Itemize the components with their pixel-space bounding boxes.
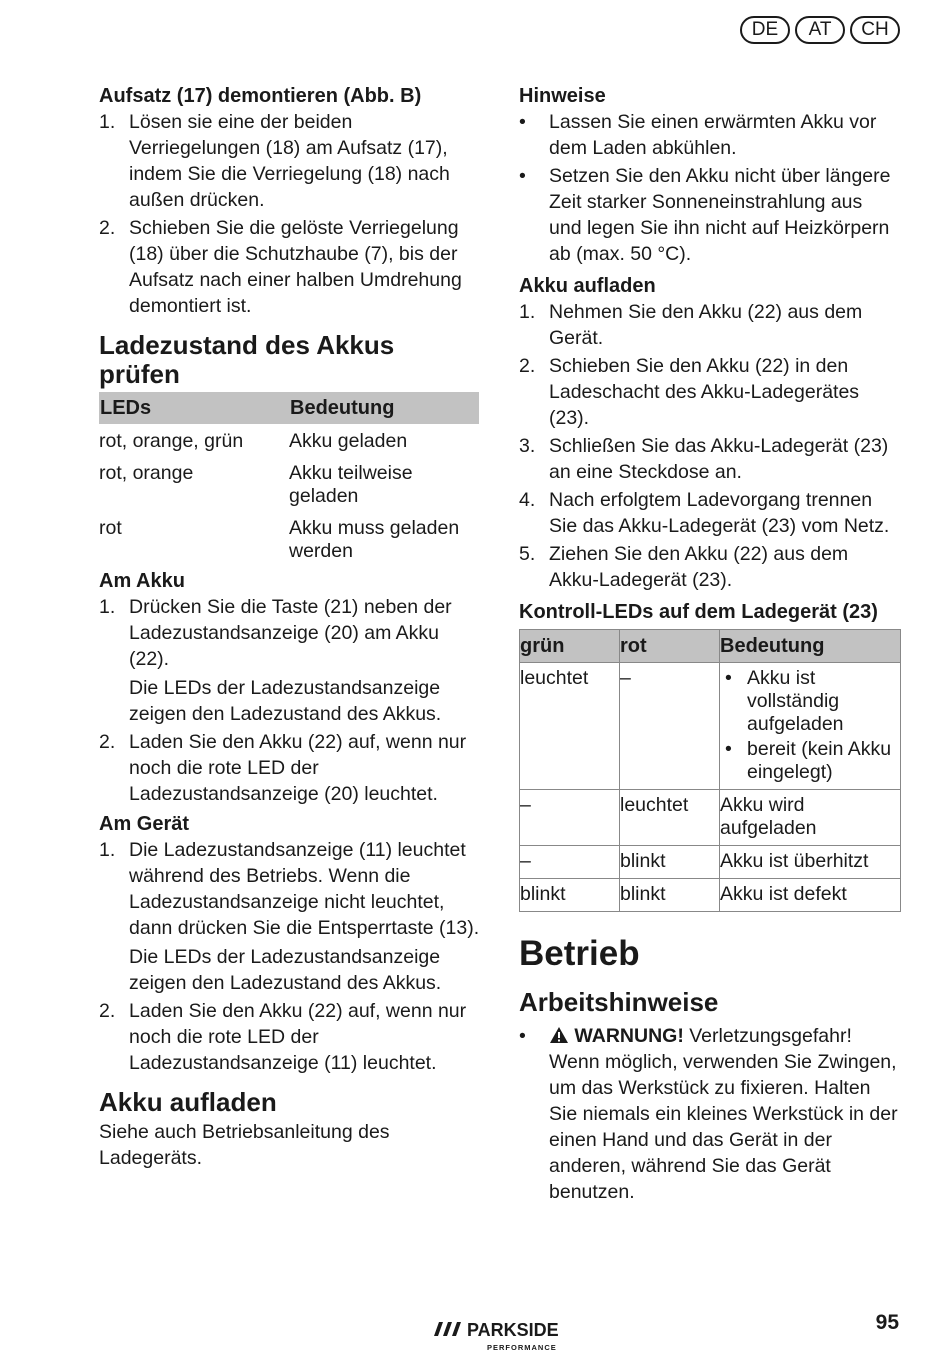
table-cell: – <box>620 663 720 790</box>
table-header: rot <box>620 630 720 663</box>
brand-subtitle: PERFORMANCE <box>487 1343 557 1352</box>
am-akku-heading: Am Akku <box>99 570 185 592</box>
table-header: LEDs <box>99 392 289 424</box>
language-badges <box>740 16 900 44</box>
led-meaning-table <box>99 392 479 566</box>
list-item: 2. Laden Sie den Akku (22) auf, wenn nur noch die rote LED der Ladezustandsanzeige (20) leuchtet. <box>99 731 467 805</box>
table-cell <box>720 663 901 790</box>
table-header-row <box>520 630 901 663</box>
list-item: 2. Laden Sie den Akku (22) auf, wenn nur noch die rote LED der Ladezustandsanzeige (11) leuchtet. <box>99 1000 467 1074</box>
table-row <box>520 846 901 879</box>
table-cell: leuchtet <box>620 790 720 846</box>
table-header-row <box>99 392 479 424</box>
hints-list <box>519 109 900 267</box>
table-cell: rot, orange, grün <box>99 430 244 452</box>
operation-heading: Betrieb <box>519 934 640 973</box>
table-row <box>520 663 901 790</box>
am-akku-steps <box>99 594 481 807</box>
control-leds-table <box>519 629 901 912</box>
remove-attachment-heading: Aufsatz (17) demontieren (Abb. B) <box>99 85 422 107</box>
remove-attachment-steps <box>99 109 481 319</box>
warning-list <box>519 1023 900 1205</box>
table-cell: blinkt <box>620 846 720 879</box>
table-cell: blinkt <box>620 879 720 912</box>
table-cell: rot <box>99 517 122 539</box>
table-cell: Akku muss geladen werden <box>289 517 460 562</box>
list-item: • WARNUNG! Verletzungsgefahr! Wenn möglich, verwenden Sie Zwingen, um das Werkstück zu fixieren. Halten Sie niemals ein kleines Werkstück in der einen Hand und das Gerät in der anderen, während Sie das Gerät benutzen. <box>519 1025 898 1203</box>
warning-text: Verletzungsgefahr! Wenn möglich, verwenden Sie Zwingen, um das Werkstück zu fixieren. Halten Sie niemals ein kleines Werkstück in der einen Hand und das Gerät in der anderen, während Sie das Gerät benutzen. <box>549 1025 898 1203</box>
table-row <box>520 790 901 846</box>
table-cell: Akku geladen <box>289 430 408 452</box>
list-item: 1. Die Ladezustandsanzeige (11) leuchtet während des Betriebs. Wenn die Ladezustandsanzeige nicht leuchtet, dann drücken Sie die Entsperrtaste (13). Die LEDs der Ladezustandsanzeige zeigen den Ladezustand des Akkus. <box>99 839 480 994</box>
table-row <box>520 879 901 912</box>
list-item: • bereit (kein Akku eingelegt) <box>725 738 892 783</box>
table-cell: Akku teilweise geladen <box>289 462 413 507</box>
left-column <box>99 80 481 1171</box>
warning-label: WARNUNG! <box>574 1025 684 1047</box>
parkside-logo <box>431 1318 581 1354</box>
table-cell: leuchtet <box>520 663 620 790</box>
table-cell: blinkt <box>520 879 620 912</box>
language-badge-de: DE <box>740 16 790 44</box>
list-item: • Akku ist vollständig aufgeladen <box>725 667 844 735</box>
list-item: 1. Nehmen Sie den Akku (22) aus dem Gerät. <box>519 301 863 349</box>
table-row <box>99 424 479 456</box>
language-badge-at: AT <box>795 16 845 44</box>
page-number: 95 <box>875 1311 899 1334</box>
table-cell: Akku ist defekt <box>720 879 901 912</box>
table-cell: rot, orange <box>99 462 194 484</box>
charge-steps <box>519 299 900 593</box>
am-geraet-steps <box>99 837 481 1076</box>
charge-battery-heading: Akku aufladen <box>99 1087 277 1117</box>
brand-name: PARKSIDE <box>467 1320 559 1340</box>
right-column <box>519 80 900 1205</box>
charge-battery-text: Siehe auch Betriebsanleitung des Ladegeräts. <box>99 1121 390 1169</box>
table-header: grün <box>520 630 620 663</box>
work-hints-heading: Arbeitshinweise <box>519 987 719 1017</box>
hints-heading: Hinweise <box>519 85 606 107</box>
list-item: • Lassen Sie einen erwärmten Akku vor dem Laden abkühlen. <box>519 111 877 159</box>
table-cell: – <box>520 846 620 879</box>
table-cell: – <box>520 790 620 846</box>
table-row <box>99 511 479 566</box>
list-item: 2. Schieben Sie die gelöste Verriegelung (18) über die Schutzhaube (7), bis der Aufsatz nach einer halben Umdrehung demontiert ist. <box>99 217 462 317</box>
list-item: 4. Nach erfolgtem Ladevorgang trennen Sie das Akku-Ladegerät (23) vom Netz. <box>519 489 890 537</box>
list-item: 3. Schließen Sie das Akku-Ladegerät (23) an eine Steckdose an. <box>519 435 889 483</box>
list-item: • Setzen Sie den Akku nicht über längere Zeit starker Sonneneinstrahlung aus und legen Sie ihn nicht auf Heizkörpern ab (max. 50 °C). <box>519 165 891 265</box>
table-cell: Akku wird aufgeladen <box>720 790 901 846</box>
list-item: 1. Lösen sie eine der beiden Verriegelungen (18) am Aufsatz (17), indem Sie die Verriegelung (18) nach außen drücken. <box>99 111 450 211</box>
table-header: Bedeutung <box>289 392 479 424</box>
language-badge-ch: CH <box>850 16 900 44</box>
list-item: 2. Schieben Sie den Akku (22) in den Ladeschacht des Akku-Ladegerätes (23). <box>519 355 860 429</box>
charge-heading: Akku aufladen <box>519 275 656 297</box>
warning-icon <box>549 1026 569 1044</box>
list-item: 1. Drücken Sie die Taste (21) neben der Ladezustandsanzeige (20) am Akku (22). Die LEDs der Ladezustandsanzeige zeigen den Ladezustand des Akkus. <box>99 596 452 725</box>
table-header: Bedeutung <box>720 630 901 663</box>
table-row <box>99 456 479 511</box>
list-item: 5. Ziehen Sie den Akku (22) aus dem Akku-Ladegerät (23). <box>519 543 849 591</box>
control-leds-heading: Kontroll-LEDs auf dem Ladegerät (23) <box>519 601 878 623</box>
meaning-list <box>720 667 900 784</box>
charge-state-heading: Ladezustand des Akkus prüfen <box>99 330 395 389</box>
am-geraet-heading: Am Gerät <box>99 813 190 835</box>
table-cell: Akku ist überhitzt <box>720 846 901 879</box>
